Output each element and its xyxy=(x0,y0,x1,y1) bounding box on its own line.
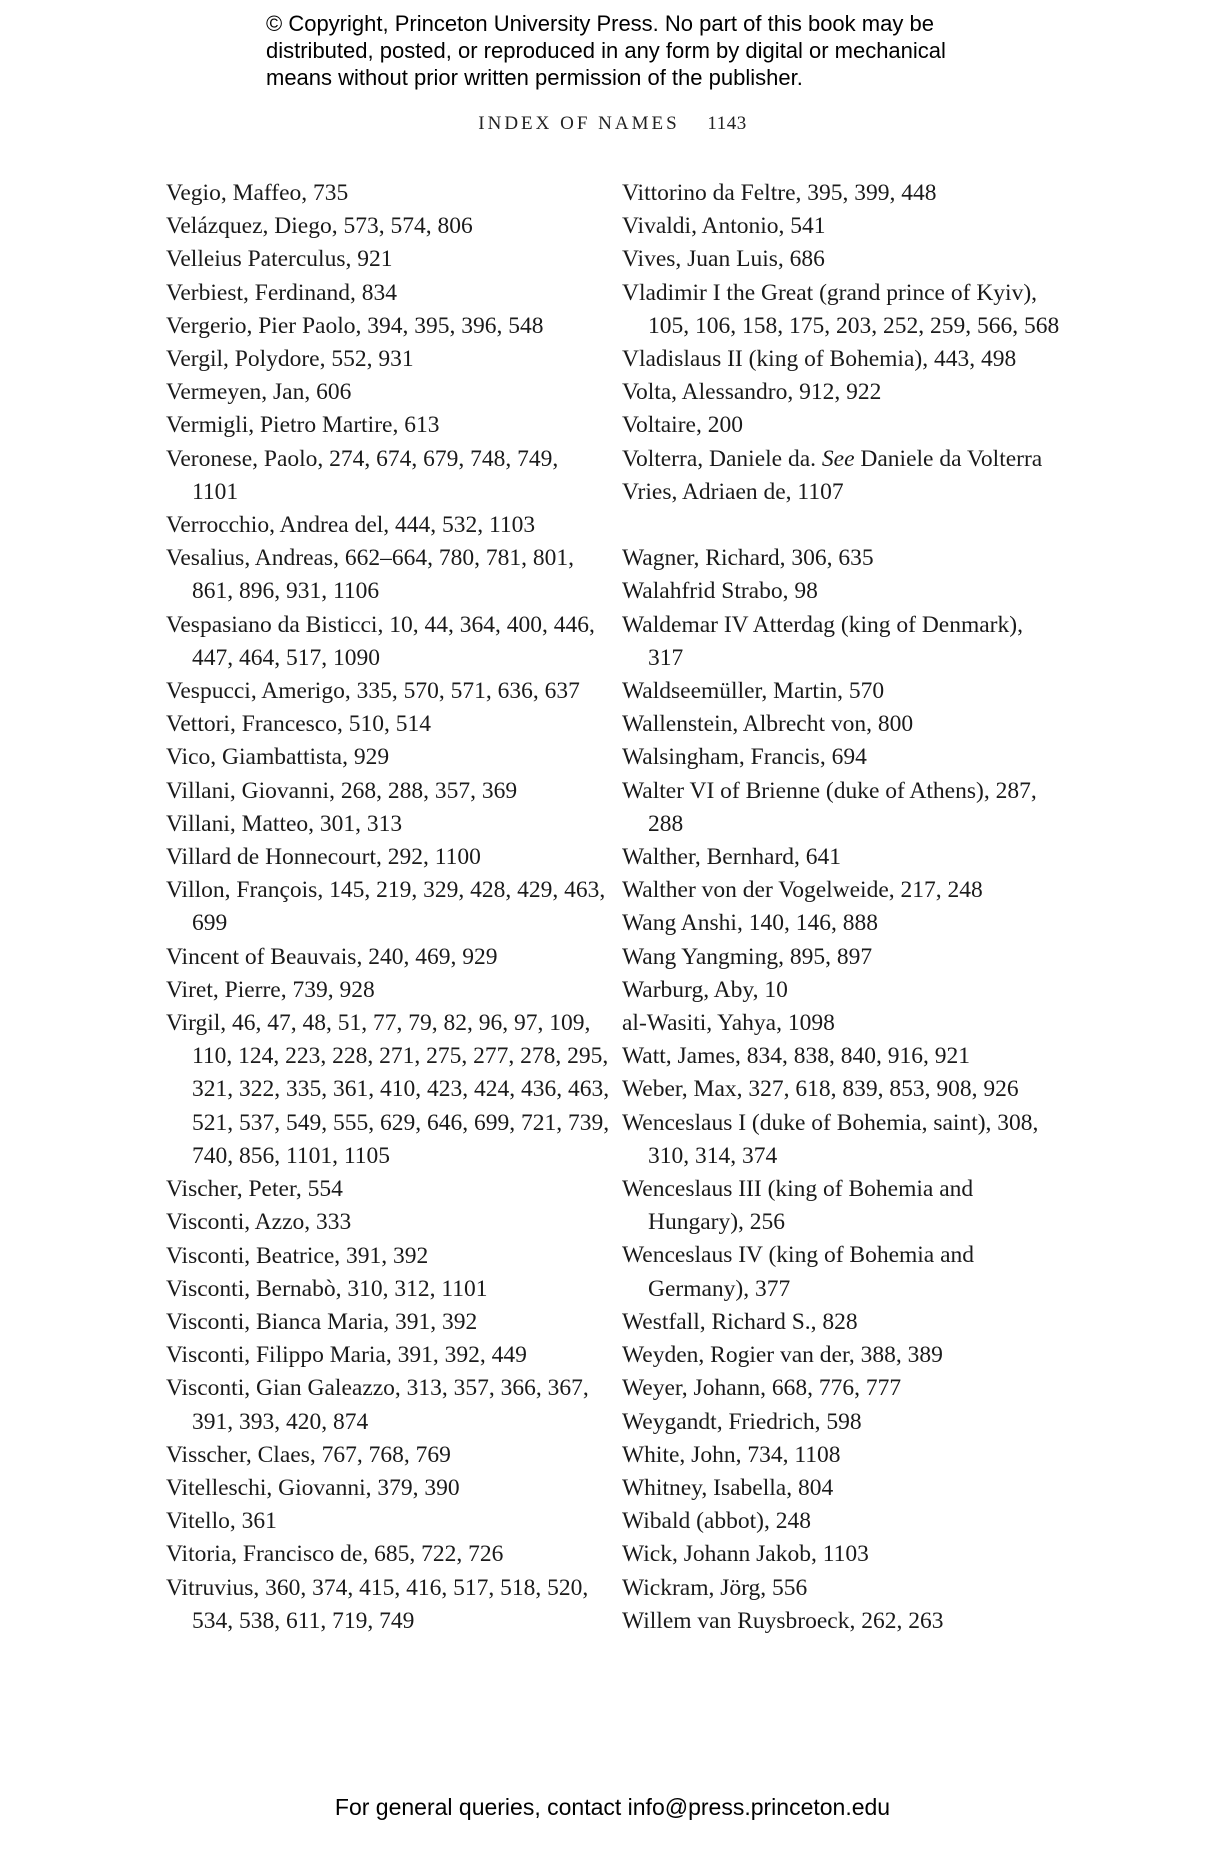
index-entry-continuation: 110, 124, 223, 228, 271, 275, 277, 278, 295, xyxy=(192,1043,609,1070)
index-entry-continuation: 1101 xyxy=(192,478,239,505)
index-entry xyxy=(622,1339,1092,1372)
index-entry-continuation: 699 xyxy=(192,910,228,937)
index-entry xyxy=(166,741,606,774)
index-entry-line: Walter VI of Brienne (duke of Athens), 287, xyxy=(622,777,1037,804)
index-entry xyxy=(166,1372,606,1438)
index-entry-line: Visscher, Claes, 767, 768, 769 xyxy=(166,1441,451,1468)
index-entry-line: Whitney, Isabella, 804 xyxy=(622,1474,834,1501)
footer-contact: For general queries, contact info@press.princeton.edu xyxy=(334,1794,891,1820)
index-entry xyxy=(166,243,606,276)
index-entry-line: Vettori, Francesco, 510, 514 xyxy=(166,711,431,738)
index-entry xyxy=(166,1505,606,1538)
index-entry xyxy=(166,376,606,409)
index-entry-line: Vitruvius, 360, 374, 415, 416, 517, 518, 520, xyxy=(166,1574,589,1601)
running-head xyxy=(0,113,1225,135)
index-entry-continuation: 317 xyxy=(648,644,684,671)
index-entry-line: Vermigli, Pietro Martire, 613 xyxy=(166,412,440,439)
index-entry xyxy=(166,343,606,376)
index-entry-line: White, John, 734, 1108 xyxy=(622,1441,841,1468)
index-entry xyxy=(166,277,606,310)
index-entry-continuation: 861, 896, 931, 1106 xyxy=(192,578,380,605)
index-entry xyxy=(166,675,606,708)
index-entry-line: Visconti, Azzo, 333 xyxy=(166,1209,352,1236)
index-entry-line: Villon, François, 145, 219, 329, 428, 429, 463, xyxy=(166,877,606,904)
page-number: 1143 xyxy=(707,113,747,134)
index-entry-line: Walther, Bernhard, 641 xyxy=(622,844,842,871)
index-entry-line: Watt, James, 834, 838, 840, 916, 921 xyxy=(622,1043,970,1070)
index-entry-continuation: 740, 856, 1101, 1105 xyxy=(192,1142,391,1169)
index-entry-line: Walther von der Vogelweide, 217, 248 xyxy=(622,877,983,904)
index-entry xyxy=(622,874,1092,907)
index-entry-line: Vladislaus II (king of Bohemia), 443, 498 xyxy=(622,346,1017,373)
index-entry-line: Velázquez, Diego, 573, 574, 806 xyxy=(166,213,473,240)
index-entry xyxy=(622,1406,1092,1439)
index-entry xyxy=(622,177,1092,210)
index-entry-continuation: 321, 322, 335, 361, 410, 423, 424, 436, 463, xyxy=(192,1076,610,1103)
index-entry xyxy=(622,376,1092,409)
index-entry xyxy=(622,1505,1092,1538)
index-entry-line: Wang Yangming, 895, 897 xyxy=(622,943,873,970)
index-entry-line: Virgil, 46, 47, 48, 51, 77, 79, 82, 96, 97, 109, xyxy=(166,1010,591,1037)
index-entry xyxy=(166,1339,606,1372)
index-entry xyxy=(622,409,1092,442)
index-entry-line: Westfall, Richard S., 828 xyxy=(622,1308,858,1335)
index-entry xyxy=(622,443,1092,476)
index-entry xyxy=(166,1206,606,1239)
index-entry xyxy=(166,841,606,874)
index-entry xyxy=(166,509,606,542)
index-entry xyxy=(622,277,1092,343)
index-entry xyxy=(622,1306,1092,1339)
index-entry xyxy=(622,1040,1092,1073)
index-entry-continuation: 521, 537, 549, 555, 629, 646, 699, 721, 739, xyxy=(192,1109,610,1136)
index-column-left xyxy=(166,177,610,1638)
index-entry xyxy=(622,210,1092,243)
index-entry-line: Vives, Juan Luis, 686 xyxy=(622,246,825,273)
letter-section-gap xyxy=(622,509,1092,542)
index-entry-line: Waldemar IV Atterdag (king of Denmark), xyxy=(622,611,1023,638)
index-entry-line: Vitello, 361 xyxy=(166,1508,277,1535)
index-entry xyxy=(166,310,606,343)
index-entry-line: Vespasiano da Bisticci, 10, 44, 364, 400, 446, xyxy=(166,611,595,638)
index-entry-line: Vladimir I the Great (grand prince of Kyiv), xyxy=(622,279,1038,306)
index-entry xyxy=(166,1306,606,1339)
index-entry-line: Visconti, Bernabò, 310, 312, 1101 xyxy=(166,1275,488,1302)
index-entry-line: Vesalius, Andreas, 662–664, 780, 781, 801, xyxy=(166,545,574,572)
index-entry-line: Volta, Alessandro, 912, 922 xyxy=(622,379,882,406)
index-entry-line: Walsingham, Francis, 694 xyxy=(622,744,867,771)
index-entry-line: Wenceslaus IV (king of Bohemia and xyxy=(622,1242,975,1269)
copyright-line: means without prior written permission of the publisher. xyxy=(266,65,803,90)
index-entry-line: Weyer, Johann, 668, 776, 777 xyxy=(622,1375,902,1402)
index-entry-line: Visconti, Filippo Maria, 391, 392, 449 xyxy=(166,1342,527,1369)
index-entry xyxy=(166,1439,606,1472)
copyright-line: distributed, posted, or reproduced in any form by digital or mechanical xyxy=(266,38,946,63)
index-entry xyxy=(166,775,606,808)
index-entry xyxy=(622,1439,1092,1472)
index-entry xyxy=(166,708,606,741)
index-entry-line: Wick, Johann Jakob, 1103 xyxy=(622,1541,869,1568)
index-entry-continuation: 105, 106, 158, 175, 203, 252, 259, 566, 568 xyxy=(648,312,1060,339)
index-entry xyxy=(622,1538,1092,1571)
index-entry xyxy=(622,775,1092,841)
index-entry xyxy=(622,974,1092,1007)
running-head-title: INDEX OF NAMES xyxy=(478,113,680,134)
index-entry-continuation: 310, 314, 374 xyxy=(648,1142,778,1169)
index-entry xyxy=(622,243,1092,276)
index-entry xyxy=(622,1572,1092,1605)
index-entry xyxy=(622,1372,1092,1405)
index-entry xyxy=(622,1007,1092,1040)
index-entry-line: Visconti, Beatrice, 391, 392 xyxy=(166,1242,429,1269)
index-entry-continuation: 534, 538, 611, 719, 749 xyxy=(192,1607,415,1634)
index-entry xyxy=(622,1073,1092,1106)
index-entry-line: Villani, Giovanni, 268, 288, 357, 369 xyxy=(166,777,518,804)
index-entry-continuation: Germany), 377 xyxy=(648,1275,791,1302)
index-entry-line: Veronese, Paolo, 274, 674, 679, 748, 749, xyxy=(166,445,559,472)
index-entry-line: Vincent of Beauvais, 240, 469, 929 xyxy=(166,943,498,970)
index-entry xyxy=(622,1605,1092,1638)
index-entry xyxy=(166,609,606,675)
index-entry-line: Vico, Giambattista, 929 xyxy=(166,744,390,771)
index-entry-line: Vegio, Maffeo, 735 xyxy=(166,180,349,206)
index-entry-line: Viret, Pierre, 739, 928 xyxy=(166,976,375,1003)
index-entry-line: al-Wasiti, Yahya, 1098 xyxy=(622,1010,835,1037)
index-entry-line: Vermeyen, Jan, 606 xyxy=(166,379,352,406)
index-entry-line: Volterra, Daniele da. See Daniele da Volterra xyxy=(622,445,1043,472)
index-entry xyxy=(166,874,606,940)
index-entry xyxy=(622,941,1092,974)
index-entry-line: Vries, Adriaen de, 1107 xyxy=(622,478,844,505)
index-entry-line: Weber, Max, 327, 618, 839, 853, 908, 926 xyxy=(622,1076,1019,1103)
index-entry-line: Vergerio, Pier Paolo, 394, 395, 396, 548 xyxy=(166,312,544,339)
index-entry xyxy=(166,210,606,243)
index-entry-line: Willem van Ruysbroeck, 262, 263 xyxy=(622,1607,944,1634)
index-entry-line: Warburg, Aby, 10 xyxy=(622,976,788,1003)
index-entry xyxy=(622,741,1092,774)
index-entry-line: Vischer, Peter, 554 xyxy=(166,1176,343,1203)
copyright-line: © Copyright, Princeton University Press. No part of this book may be xyxy=(266,11,934,36)
index-entry xyxy=(166,974,606,1007)
index-entry xyxy=(166,1273,606,1306)
index-entry xyxy=(166,177,606,210)
index-entry-line: Walahfrid Strabo, 98 xyxy=(622,578,818,605)
index-entry xyxy=(622,476,1092,509)
index-entry xyxy=(622,542,1092,575)
index-entry xyxy=(622,1173,1092,1239)
index-entry xyxy=(166,1173,606,1206)
index-entry xyxy=(622,907,1092,940)
index-entry xyxy=(166,1572,606,1638)
index-entry-line: Wallenstein, Albrecht von, 800 xyxy=(622,711,914,738)
index-entry-continuation: 288 xyxy=(648,810,684,837)
index-entry xyxy=(166,542,606,608)
index-entry-line: Vittorino da Feltre, 395, 399, 448 xyxy=(622,180,937,206)
index-entry-line: Velleius Paterculus, 921 xyxy=(166,246,393,273)
index-entry xyxy=(622,841,1092,874)
index-entry xyxy=(622,675,1092,708)
index-entry xyxy=(166,941,606,974)
index-entry-line: Vespucci, Amerigo, 335, 570, 571, 636, 637 xyxy=(166,678,580,705)
index-entry-continuation: 391, 393, 420, 874 xyxy=(192,1408,369,1435)
index-entry-line: Weygandt, Friedrich, 598 xyxy=(622,1408,862,1435)
index-entry-line: Waldseemüller, Martin, 570 xyxy=(622,678,885,705)
index-entry xyxy=(166,443,606,509)
index-entry-line: Vitelleschi, Giovanni, 379, 390 xyxy=(166,1474,460,1501)
index-entry-line: Wang Anshi, 140, 146, 888 xyxy=(622,910,878,937)
index-entry-line: Weyden, Rogier van der, 388, 389 xyxy=(622,1342,943,1369)
index-entry-line: Villani, Matteo, 301, 313 xyxy=(166,810,403,837)
index-entry-line: Vergil, Polydore, 552, 931 xyxy=(166,346,414,373)
index-column-right xyxy=(622,177,1092,1638)
index-entry-line: Voltaire, 200 xyxy=(622,412,743,439)
index-entry xyxy=(622,708,1092,741)
index-entry-line: Vitoria, Francisco de, 685, 722, 726 xyxy=(166,1541,504,1568)
index-entry-continuation: 447, 464, 517, 1090 xyxy=(192,644,380,671)
index-entry-line: Visconti, Bianca Maria, 391, 392 xyxy=(166,1308,478,1335)
copyright-notice xyxy=(266,10,1026,91)
index-entry xyxy=(166,1240,606,1273)
index-entry xyxy=(622,575,1092,608)
index-entry xyxy=(622,609,1092,675)
index-entry xyxy=(622,1107,1092,1173)
index-entry xyxy=(166,1472,606,1505)
index-entry xyxy=(166,1538,606,1571)
index-entry-line: Wenceslaus III (king of Bohemia and xyxy=(622,1176,974,1203)
index-entry-line: Villard de Honnecourt, 292, 1100 xyxy=(166,844,481,871)
index-entry xyxy=(166,1007,610,1173)
index-entry-line: Verbiest, Ferdinand, 834 xyxy=(166,279,398,306)
index-entry-line: Wickram, Jörg, 556 xyxy=(622,1574,808,1601)
index-entry-line: Wibald (abbot), 248 xyxy=(622,1508,811,1535)
index-entry xyxy=(166,808,606,841)
index-entry-continuation: Hungary), 256 xyxy=(648,1209,786,1236)
index-entry-line: Vivaldi, Antonio, 541 xyxy=(622,213,826,240)
index-entry xyxy=(622,1239,1092,1305)
index-entry-line: Wenceslaus I (duke of Bohemia, saint), 308, xyxy=(622,1109,1039,1136)
index-entry xyxy=(622,343,1092,376)
index-entry xyxy=(166,409,606,442)
index-entry-line: Wagner, Richard, 306, 635 xyxy=(622,545,874,572)
index-entry-line: Verrocchio, Andrea del, 444, 532, 1103 xyxy=(166,512,536,539)
index-entry-line: Visconti, Gian Galeazzo, 313, 357, 366, 367, xyxy=(166,1375,589,1402)
index-entry xyxy=(622,1472,1092,1505)
